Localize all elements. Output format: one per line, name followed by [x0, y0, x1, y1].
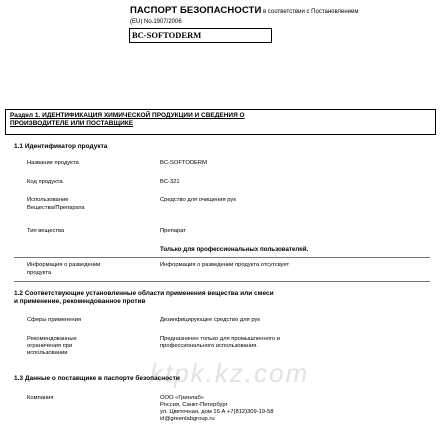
label-substance-type: Тип вещества: [27, 228, 65, 234]
label-usage-line1: Использование: [27, 197, 69, 203]
company-name: ООО «Гринлаб»: [160, 395, 204, 401]
label-product-code: Код продукта: [27, 179, 63, 185]
watermark: ktpk.kz.com: [150, 358, 310, 388]
label-dilution-line2: продукта: [27, 270, 52, 276]
value-product-name: BC-SOFTODERM: [160, 160, 207, 166]
heading-1-2-line2: и применение, рекомендованное против: [14, 298, 146, 305]
table-divider: [14, 281, 430, 282]
value-restrictions-line1: Предназначен только для промышленного и: [160, 336, 280, 342]
heading-1-1: 1.1 Идентификатор продукта: [14, 143, 108, 150]
table-divider: [14, 257, 430, 258]
value-application-areas: Дезинфицирующее средство для рук: [160, 317, 260, 323]
section-1-header: [5, 109, 436, 135]
section-1-title-line1: ИДЕНТИФИКАЦИЯ ХИМИЧЕСКОЙ ПРОДУКЦИИ И СВЕДЕНИЯ О: [40, 112, 245, 119]
heading-1-2-line1: 1.2 Соответствующие установленные области применения вещества или смеси: [14, 290, 274, 297]
heading-1-3: 1.3 Данные о поставщике в паспорте безопасности: [14, 375, 180, 382]
section-1-label: Раздел 1.: [10, 112, 41, 119]
label-restrictions-line1: Рекомендованные: [27, 336, 77, 342]
label-dilution-line1: Информация о разведении: [27, 262, 101, 268]
value-substance-type: Препарат: [160, 228, 186, 234]
value-dilution: Информация о разведении продукта отсутсвует: [160, 262, 290, 268]
value-product-code: BC-321: [160, 179, 180, 185]
label-product-name: Название продукта: [27, 160, 79, 166]
label-restrictions-line2: ограничения при: [27, 343, 73, 349]
regulation-number: (EU) No.1907/2006: [130, 19, 182, 25]
label-usage-line2: Вещества/Препарата: [27, 205, 85, 211]
label-restrictions-line3: использовании: [27, 350, 68, 356]
company-address-city: Россия, Санкт-Петербург: [160, 402, 228, 408]
label-application-areas: Сферы применения: [27, 317, 81, 323]
document-title-suffix: в соответствии с Постановлением: [261, 9, 359, 15]
professional-use-note: Только для профессиональных пользователей.: [160, 246, 309, 253]
value-usage: Средство для очищения рук: [160, 197, 236, 203]
company-email: id@greenlabgroup.ru: [160, 416, 215, 422]
value-restrictions-line2: профессионального использования.: [160, 343, 258, 349]
company-address-street: ул. Цветочная, дом 16 А +7(812)309-19-58: [160, 409, 274, 415]
product-name-box: BC-SOFTODERM: [129, 28, 272, 43]
label-company: Компания: [27, 395, 54, 401]
document-title: ПАСПОРТ БЕЗОПАСНОСТИ в соответствии с Постановлением: [130, 5, 359, 16]
section-1-title-line2: ПРОИЗВОДИТЕЛЕ ИЛИ ПОСТАВЩИКЕ: [10, 120, 134, 127]
